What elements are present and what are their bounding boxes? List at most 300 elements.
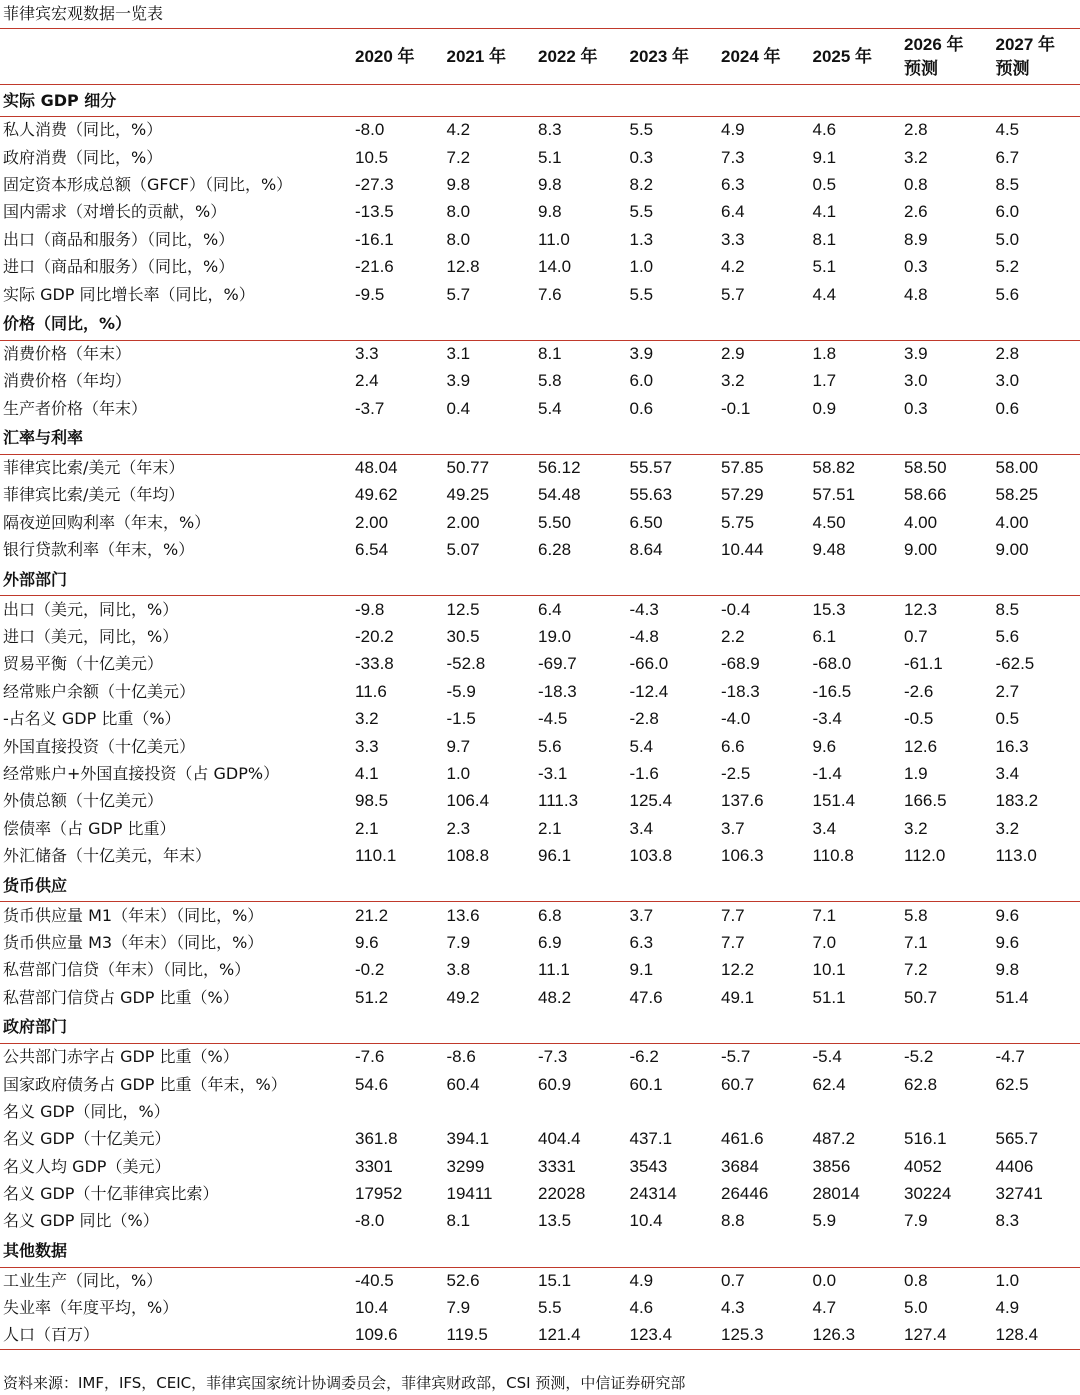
value-cell: -69.7: [538, 654, 577, 674]
value-cell: 51.1: [812, 987, 846, 1007]
value-cell: 166.5: [904, 791, 947, 811]
value-cell: 106.3: [721, 846, 764, 866]
row-label: 进口（商品和服务）（同比，%）: [3, 257, 235, 277]
value-cell: 58.25: [995, 485, 1039, 505]
value-cell: 6.0: [629, 371, 654, 391]
value-cell: -0.1: [721, 398, 751, 418]
value-cell: -4.5: [538, 709, 568, 729]
table-body: [0, 85, 1080, 1350]
value-cell: 7.2: [904, 960, 928, 980]
value-cell: 5.7: [446, 284, 471, 304]
value-cell: 5.7: [721, 284, 745, 304]
value-cell: -4.0: [721, 709, 751, 729]
value-cell: 1.0: [995, 1271, 1020, 1291]
table-row: [0, 929, 1080, 956]
row-label: 出口（美元，同比，%）: [3, 599, 179, 619]
value-cell: 5.9: [812, 1211, 837, 1231]
year-header-text: 2027 年: [995, 34, 1056, 54]
value-cell: 3684: [721, 1156, 759, 1176]
section-title: 货币供应: [0, 870, 1080, 902]
value-cell: 12.6: [904, 736, 938, 756]
value-cell: -3.7: [355, 398, 385, 418]
value-cell: 3543: [629, 1156, 668, 1176]
value-cell: 2.00: [446, 512, 480, 532]
value-cell: 4.2: [446, 120, 471, 140]
value-cell: 127.4: [901, 1322, 993, 1349]
year-header-text: 2023 年: [629, 46, 690, 66]
value-cell: 4.1: [812, 202, 837, 222]
value-cell: 6.1: [812, 627, 837, 647]
value-cell: 125.4: [629, 791, 673, 811]
value-cell: 461.6: [721, 1129, 764, 1149]
value-cell: 5.50: [538, 512, 572, 532]
value-cell: -33.8: [355, 654, 394, 674]
value-cell: 9.00: [904, 540, 938, 560]
value-cell: 60.7: [721, 1074, 755, 1094]
value-cell: 54.6: [355, 1074, 389, 1094]
value-cell: 48.2: [538, 987, 572, 1007]
value-cell: 3301: [355, 1156, 393, 1176]
value-cell: -68.0: [812, 654, 852, 674]
value-cell: 62.8: [904, 1074, 938, 1094]
value-cell: -1.5: [446, 709, 476, 729]
value-cell: 4.2: [721, 257, 745, 277]
value-cell: -66.0: [629, 654, 669, 674]
value-cell: 516.1: [904, 1129, 947, 1149]
value-cell: 47.6: [629, 987, 663, 1007]
year-header-cell: [535, 29, 627, 85]
value-cell: 7.6: [538, 284, 562, 304]
value-cell: 49.1: [721, 987, 755, 1007]
value-cell: 5.6: [995, 627, 1020, 647]
value-cell: -5.4: [812, 1047, 842, 1067]
value-cell: 121.4: [535, 1322, 627, 1349]
table-row: [0, 509, 1080, 536]
value-cell: 3.0: [995, 371, 1020, 391]
table-row: [0, 733, 1080, 760]
value-cell: 8.1: [538, 344, 562, 364]
value-cell: 60.4: [446, 1074, 480, 1094]
year-header-text: 2021 年: [446, 46, 507, 66]
value-cell: 487.2: [812, 1129, 856, 1149]
value-cell: 4.50: [812, 512, 846, 532]
value-cell: 128.4: [993, 1322, 1080, 1349]
header-row: [0, 29, 1080, 85]
row-label: 私营部门信贷占 GDP 比重（%）: [3, 987, 239, 1007]
value-cell: 54.48: [538, 485, 581, 505]
value-cell: 57.85: [721, 458, 764, 478]
value-cell: -40.5: [355, 1271, 394, 1291]
value-cell: 4.00: [904, 512, 938, 532]
value-cell: 3.8: [446, 960, 471, 980]
value-cell: 1.7: [812, 371, 837, 391]
value-cell: 1.3: [629, 229, 654, 249]
table-row: [0, 706, 1080, 733]
value-cell: [627, 1098, 719, 1125]
value-cell: 0.7: [904, 627, 928, 647]
table-row: [0, 281, 1080, 308]
value-cell: 4.8: [904, 284, 928, 304]
value-cell: 12.8: [446, 257, 480, 277]
value-cell: 12.3: [904, 599, 938, 619]
value-cell: 56.12: [538, 458, 581, 478]
value-cell: 2.9: [721, 344, 745, 364]
value-cell: 2.4: [355, 371, 379, 391]
value-cell: 5.1: [812, 257, 837, 277]
value-cell: -1.4: [812, 764, 842, 783]
value-cell: 6.4: [721, 202, 745, 222]
value-cell: -5.2: [904, 1047, 934, 1067]
value-cell: 21.2: [355, 905, 389, 925]
value-cell: 2.6: [904, 202, 928, 222]
year-header-cell: [810, 29, 902, 85]
value-cell: 24314: [629, 1184, 677, 1204]
value-cell: 9.8: [446, 174, 471, 194]
value-cell: -21.6: [355, 257, 394, 277]
value-cell: 58.66: [904, 485, 947, 505]
value-cell: 3.1: [446, 344, 471, 364]
value-cell: 2.1: [538, 818, 562, 838]
value-cell: -61.1: [904, 654, 943, 674]
value-cell: 5.0: [995, 229, 1020, 249]
value-cell: 1.0: [446, 764, 471, 783]
row-label: 外汇储备（十亿美元，年末）: [3, 846, 212, 866]
value-cell: -52.8: [446, 654, 486, 674]
row-label: 经常账户余额（十亿美元）: [3, 681, 196, 701]
value-cell: 3.3: [355, 344, 379, 364]
value-cell: 9.6: [995, 905, 1020, 925]
value-cell: -16.5: [812, 681, 852, 701]
table-row: [0, 340, 1080, 367]
value-cell: 437.1: [629, 1129, 673, 1149]
row-label: 偿债率（占 GDP 比重）: [3, 818, 176, 838]
value-cell: 1.9: [904, 764, 928, 783]
macro-data-table: [0, 28, 1080, 1350]
value-cell: 5.5: [629, 202, 654, 222]
value-cell: 5.75: [721, 512, 755, 532]
value-cell: -27.3: [355, 174, 394, 194]
table-row: [0, 678, 1080, 705]
table-row: [0, 1295, 1080, 1322]
value-cell: 361.8: [355, 1129, 398, 1149]
section-header-row: [0, 870, 1080, 902]
row-label: 银行贷款利率（年末，%）: [3, 540, 195, 560]
value-cell: 0.9: [812, 398, 837, 418]
value-cell: 19.0: [538, 627, 572, 647]
row-label: 菲律宾比索/美元（年均）: [3, 485, 185, 505]
value-cell: 10.5: [355, 147, 389, 167]
value-cell: 15.3: [812, 599, 846, 619]
value-cell: 7.9: [446, 932, 471, 952]
value-cell: 60.9: [538, 1074, 572, 1094]
value-cell: 50.7: [904, 987, 938, 1007]
value-cell: 3299: [446, 1156, 485, 1176]
value-cell: 8.64: [629, 540, 663, 560]
header-label-cell: [0, 29, 352, 85]
value-cell: 4.1: [355, 764, 379, 783]
value-cell: 103.8: [629, 846, 673, 866]
value-cell: -18.3: [538, 681, 577, 701]
value-cell: 3.7: [629, 905, 654, 925]
value-cell: 3.9: [446, 371, 471, 391]
value-cell: 125.3: [718, 1322, 810, 1349]
value-cell: 13.5: [538, 1211, 572, 1231]
section-title: 实际 GDP 细分: [0, 85, 1080, 117]
value-cell: 4.5: [995, 120, 1020, 140]
value-cell: -3.1: [538, 764, 568, 783]
value-cell: -8.0: [355, 1211, 385, 1231]
table-row: [0, 1267, 1080, 1294]
value-cell: -3.4: [812, 709, 842, 729]
macro-data-table-container: [0, 28, 1080, 1350]
table-row: [0, 1153, 1080, 1180]
value-cell: 28014: [812, 1184, 860, 1204]
value-cell: 106.4: [446, 791, 490, 811]
table-row: [0, 760, 1080, 787]
value-cell: 57.29: [721, 485, 764, 505]
value-cell: 1.0: [629, 257, 654, 277]
value-cell: 2.3: [446, 818, 471, 838]
value-cell: 6.54: [355, 540, 389, 560]
value-cell: -9.5: [355, 284, 385, 304]
value-cell: -7.3: [538, 1047, 568, 1067]
year-header-text: 2022 年: [538, 46, 598, 66]
value-cell: 0.0: [812, 1271, 837, 1291]
value-cell: -4.3: [629, 599, 659, 619]
table-row: [0, 1180, 1080, 1207]
value-cell: 9.8: [538, 174, 562, 194]
table-row: [0, 1208, 1080, 1235]
value-cell: 111.3: [538, 791, 579, 811]
value-cell: 32741: [995, 1184, 1043, 1204]
value-cell: 2.8: [995, 344, 1020, 364]
value-cell: 2.1: [355, 818, 379, 838]
value-cell: 7.7: [721, 932, 745, 952]
table-row: [0, 395, 1080, 422]
value-cell: 7.2: [446, 147, 471, 167]
row-label: 经常账户+外国直接投资（占 GDP%）: [3, 764, 280, 783]
value-cell: 4.9: [629, 1271, 654, 1291]
value-cell: 9.1: [629, 960, 654, 980]
value-cell: 7.0: [812, 932, 837, 952]
value-cell: [901, 1098, 993, 1125]
year-header-cell: [993, 29, 1080, 85]
section-title: 汇率与利率: [0, 422, 1080, 454]
value-cell: 11.0: [538, 229, 570, 249]
forecast-label: 预测: [995, 58, 1030, 78]
value-cell: 8.2: [629, 174, 654, 194]
value-cell: 3.2: [995, 818, 1020, 838]
value-cell: 565.7: [995, 1129, 1039, 1149]
value-cell: -4.7: [995, 1047, 1025, 1067]
value-cell: 7.9: [446, 1298, 471, 1318]
value-cell: 10.44: [721, 540, 764, 560]
section-header-row: [0, 308, 1080, 340]
value-cell: 62.4: [812, 1074, 846, 1094]
value-cell: 2.7: [995, 681, 1020, 701]
row-label: 工业生产（同比，%）: [3, 1271, 163, 1291]
value-cell: 8.0: [446, 229, 471, 249]
value-cell: 9.6: [812, 736, 837, 756]
section-header-row: [0, 564, 1080, 596]
value-cell: 6.7: [995, 147, 1020, 167]
table-row: [0, 537, 1080, 564]
value-cell: 2.8: [904, 120, 928, 140]
value-cell: 11.6: [355, 681, 387, 701]
value-cell: -6.2: [629, 1047, 659, 1067]
value-cell: 4.6: [629, 1298, 654, 1318]
value-cell: [444, 1098, 536, 1125]
section-header-row: [0, 1011, 1080, 1043]
table-row: [0, 842, 1080, 869]
table-row: [0, 1043, 1080, 1070]
table-row: [0, 596, 1080, 623]
value-cell: 123.4: [627, 1322, 719, 1349]
row-label: 生产者价格（年末）: [3, 398, 148, 418]
value-cell: -62.5: [995, 654, 1035, 674]
value-cell: 9.8: [538, 202, 562, 222]
value-cell: 0.5: [812, 174, 837, 194]
value-cell: 7.1: [812, 905, 837, 925]
value-cell: 4.6: [812, 120, 837, 140]
value-cell: 96.1: [538, 846, 572, 866]
value-cell: 49.62: [355, 485, 398, 505]
source-note: 资料来源：IMF，IFS，CEIC，菲律宾国家统计协调委员会，菲律宾财政部，CSI 预测，中信证券研究部: [3, 1374, 686, 1392]
value-cell: -18.3: [721, 681, 760, 701]
value-cell: 151.4: [812, 791, 856, 811]
value-cell: 60.1: [629, 1074, 663, 1094]
row-label: 货币供应量 M1（年末）（同比，%）: [3, 905, 264, 925]
value-cell: 404.4: [538, 1129, 581, 1149]
value-cell: 3.9: [904, 344, 928, 364]
value-cell: 6.3: [721, 174, 745, 194]
value-cell: 183.2: [995, 791, 1039, 811]
value-cell: 9.7: [446, 736, 471, 756]
value-cell: 10.4: [629, 1211, 663, 1231]
value-cell: 5.07: [446, 540, 480, 560]
value-cell: -20.2: [355, 627, 394, 647]
value-cell: 7.9: [904, 1211, 928, 1231]
value-cell: 5.8: [538, 371, 562, 391]
value-cell: -8.6: [446, 1047, 476, 1067]
table-row: [0, 788, 1080, 815]
value-cell: 6.6: [721, 736, 745, 756]
value-cell: 5.4: [538, 398, 562, 418]
value-cell: 5.2: [995, 257, 1020, 277]
value-cell: 108.8: [446, 846, 490, 866]
value-cell: 5.5: [629, 120, 654, 140]
table-row: [0, 1098, 1080, 1125]
value-cell: -2.8: [629, 709, 659, 729]
year-header-text: 2025 年: [812, 46, 873, 66]
section-header-row: [0, 85, 1080, 117]
table-row: [0, 117, 1080, 144]
table-header: [0, 29, 1080, 85]
value-cell: 4052: [904, 1156, 942, 1176]
year-header-cell: [718, 29, 810, 85]
value-cell: 3.2: [904, 147, 928, 167]
value-cell: -16.1: [355, 229, 394, 249]
row-label: 名义 GDP（十亿菲律宾比索）: [3, 1184, 219, 1204]
value-cell: 0.5: [995, 709, 1020, 729]
value-cell: 8.8: [721, 1211, 745, 1231]
value-cell: 126.3: [810, 1322, 902, 1349]
value-cell: 4406: [995, 1156, 1034, 1176]
value-cell: 3.7: [721, 818, 745, 838]
section-title: 价格（同比，%）: [0, 308, 1080, 340]
table-row: [0, 1322, 1080, 1349]
row-label: -占名义 GDP 比重（%）: [3, 709, 181, 729]
value-cell: 3.2: [355, 709, 379, 729]
value-cell: 0.4: [446, 398, 471, 418]
value-cell: 6.4: [538, 599, 562, 619]
value-cell: 10.4: [355, 1298, 389, 1318]
value-cell: 8.5: [995, 174, 1020, 194]
value-cell: -8.0: [355, 120, 385, 140]
row-label: 消费价格（年均）: [3, 371, 132, 391]
value-cell: -13.5: [355, 202, 394, 222]
value-cell: 4.4: [812, 284, 837, 304]
value-cell: 3.0: [904, 371, 928, 391]
value-cell: 8.0: [446, 202, 471, 222]
value-cell: -0.5: [904, 709, 934, 729]
value-cell: -2.5: [721, 764, 751, 783]
row-label: 私人消费（同比，%）: [3, 120, 163, 140]
table-row: [0, 984, 1080, 1011]
value-cell: 98.5: [355, 791, 389, 811]
value-cell: [810, 1098, 902, 1125]
value-cell: 5.0: [904, 1298, 928, 1318]
value-cell: 3856: [812, 1156, 851, 1176]
year-header-cell: [901, 29, 993, 85]
table-row: [0, 368, 1080, 395]
value-cell: 6.28: [538, 540, 572, 560]
value-cell: 8.1: [812, 229, 837, 249]
value-cell: 9.6: [995, 932, 1020, 952]
row-label: 名义 GDP（十亿美元）: [3, 1129, 171, 1149]
value-cell: 55.57: [629, 458, 673, 478]
value-cell: 5.6: [538, 736, 562, 756]
value-cell: 9.1: [812, 147, 837, 167]
value-cell: -5.7: [721, 1047, 751, 1067]
value-cell: 6.0: [995, 202, 1020, 222]
value-cell: 6.50: [629, 512, 663, 532]
value-cell: 19411: [446, 1184, 493, 1204]
value-cell: 9.6: [355, 932, 379, 952]
value-cell: 51.2: [355, 987, 389, 1007]
row-label: 贸易平衡（十亿美元）: [3, 654, 164, 674]
table-title: 菲律宾宏观数据一览表: [3, 4, 164, 23]
value-cell: 49.25: [446, 485, 490, 505]
table-row: [0, 226, 1080, 253]
value-cell: 0.3: [629, 147, 654, 167]
section-header-row: [0, 1235, 1080, 1267]
row-label: 国家政府债务占 GDP 比重（年末，%）: [3, 1074, 287, 1094]
value-cell: 113.0: [995, 846, 1037, 866]
value-cell: -4.8: [629, 627, 659, 647]
table-row: [0, 454, 1080, 481]
value-cell: 30.5: [446, 627, 480, 647]
value-cell: 26446: [721, 1184, 769, 1204]
value-cell: 3.9: [629, 344, 654, 364]
value-cell: 9.48: [812, 540, 846, 560]
value-cell: 58.82: [812, 458, 856, 478]
value-cell: 0.6: [629, 398, 654, 418]
value-cell: -0.4: [721, 599, 751, 619]
value-cell: -7.6: [355, 1047, 385, 1067]
value-cell: 30224: [904, 1184, 952, 1204]
value-cell: 4.7: [812, 1298, 837, 1318]
